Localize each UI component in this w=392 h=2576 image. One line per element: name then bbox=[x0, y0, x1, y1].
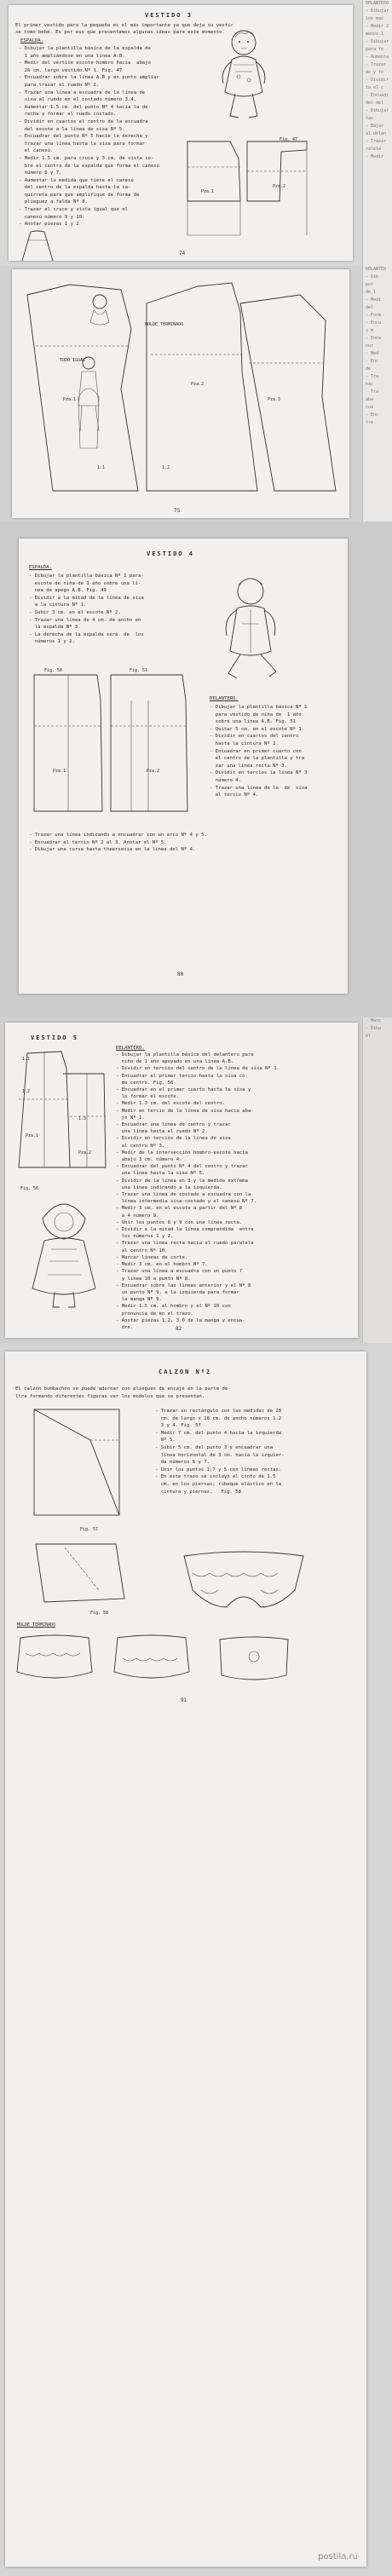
instruction-line: la manga Nº 9. bbox=[116, 1297, 162, 1303]
delantero-instruction-line: - Encuadrar en primer cuarto con bbox=[210, 748, 302, 754]
adjacent-page-text: y m bbox=[366, 328, 374, 333]
delantero-heading: DELANTERO. bbox=[210, 696, 239, 701]
adjacent-page-text: de bbox=[366, 366, 372, 372]
adjacent-page-text: DELANTER bbox=[366, 267, 387, 272]
bottom-instruction-list bbox=[29, 832, 207, 854]
instruction-line: del escote a la línea de sisa Nº 5. bbox=[19, 126, 125, 132]
adjacent-page-text: - Encuadr bbox=[366, 93, 389, 98]
instruction-line: - Trazar una línea de 4 cm. de ancho en bbox=[29, 617, 141, 623]
pattern-figure-58 bbox=[31, 1539, 133, 1607]
instruction-line: una línea hasta el ruedo Nº 2. bbox=[116, 1129, 208, 1135]
instruction-line: 1 año ampliándose en una línea A.B. bbox=[19, 53, 125, 59]
piece-label: 1.1 bbox=[97, 465, 106, 470]
instruction-line: - Dividir en tercios de la línea de sisa bbox=[116, 1136, 231, 1142]
instruction-line: cm. en los piernas; ribeque elástico en la bbox=[155, 1481, 282, 1487]
adjacent-page-text: - Dividir bbox=[366, 78, 389, 83]
instruction-line: pronuncia de en el trazo. bbox=[116, 1311, 193, 1317]
instruction-line: recha y formar el ruedo costado. bbox=[19, 112, 117, 118]
instruction-line: cintura y piernas. Fig. 58 bbox=[155, 1489, 242, 1495]
delantero-instruction-line: número 4. bbox=[210, 777, 242, 783]
adjacent-page-text: - Enca bbox=[366, 336, 382, 341]
page-number: 91 bbox=[181, 1697, 187, 1703]
instruction-line: - Unir los puntos 1,7 y 5 con líneas rectas. bbox=[155, 1467, 282, 1472]
adjacent-page-text: por bbox=[366, 282, 374, 287]
adjacent-page-text: - Aumenta bbox=[366, 55, 389, 60]
instruction-line: - Dividir de la línea en 3 y la medida extrema bbox=[116, 1178, 248, 1184]
delantero-instruction-line: - Dividir en tercios la línea Nº 3 bbox=[210, 770, 308, 776]
instruction-line: para trazar el ruedo Nº 2. bbox=[19, 82, 100, 88]
delantero-instruction-line: el centro de la plantilla y tra bbox=[210, 756, 305, 762]
instruction-line: - Medir del vértice escote-hombro hacia abajo bbox=[19, 61, 151, 66]
intro-text: El primer vestido para la pequeña es el más importante ya que deja su vestir se tomó bebé. Es por eso que presentamos algunas ideas para este momento. bbox=[15, 23, 233, 35]
instruction-line: a la cintura Nº 1. bbox=[29, 602, 87, 608]
delantero-instruction-line: al tercio Nº 4. bbox=[210, 792, 259, 798]
page-number: 80 bbox=[177, 971, 184, 977]
pattern-figure-56 bbox=[10, 1048, 112, 1176]
instruction-line: - Aumentar 1.5 cm. del punto Nº 4 hacia la de- bbox=[19, 104, 151, 110]
piece-label: Pza.2 bbox=[273, 184, 286, 189]
instruction-line: - Anotar piezas 1 y 2 bbox=[19, 222, 79, 228]
adjacent-page-text: - Marc bbox=[366, 1018, 382, 1023]
instruction-line: a 4 número 9. bbox=[116, 1213, 159, 1219]
instruction-line: - Dividir a la mitad la línea comprendida entre bbox=[116, 1227, 254, 1233]
instruction-line: Nº 5. bbox=[155, 1438, 176, 1444]
piece-label: Pza.2 bbox=[191, 382, 205, 387]
page-strip-1 bbox=[0, 0, 392, 266]
instruction-line: - Dividir a la mitad de la línea de sisa bbox=[29, 595, 144, 601]
instruction-line: - En este trazo se incluyó el cinto de 1.5 bbox=[155, 1474, 276, 1480]
instruction-line: - La derecha de la espalda será de los bbox=[29, 631, 144, 637]
figure-caption: Fig. 50 bbox=[44, 668, 63, 673]
instruction-line: el canesú. bbox=[19, 148, 54, 154]
piece-label: Pza.1 bbox=[201, 189, 215, 194]
piece-label: Pza.2 bbox=[78, 1150, 92, 1155]
instruction-line: - Dibujar una curva hasta theersesia en la línea del Nº 4. bbox=[29, 847, 196, 853]
adjacent-page-text: - Tra bbox=[366, 374, 379, 379]
adjacent-page-text: - Dib bbox=[366, 274, 379, 279]
adjacent-page-text: - Tra bbox=[366, 389, 379, 395]
caption-todo-igual: TODO IGUAL bbox=[60, 358, 86, 363]
page-title: VESTIDO 3 bbox=[145, 12, 193, 19]
adjacent-page-text: tas bbox=[366, 116, 374, 121]
ruffled-panties-illustration bbox=[176, 1547, 312, 1624]
instruction-line: - Encuadrar sobre las líneas anterior y el Nº 8 bbox=[116, 1282, 251, 1288]
girl-with-bonnet-illustration bbox=[17, 1193, 111, 1312]
instruction-line: - Dibujar la plantilla básica Nº 1 para- bbox=[29, 573, 144, 579]
page-strip-4 bbox=[0, 1017, 392, 1343]
instruction-line: - Medir 1.5 cm. al hombro y el Nº 10 con bbox=[116, 1304, 231, 1310]
instruction-line: - Encuadrar del punto Nº 4 del centro y trazar bbox=[116, 1164, 248, 1170]
instruction-line: - Encuadrar una línea de centro y trazar bbox=[116, 1122, 231, 1128]
instruction-line: - Medir en tercio de la línea de sisa hacia aba- bbox=[116, 1108, 254, 1114]
adjacent-page-edge bbox=[362, 266, 392, 522]
instruction-line: canesú número 9 y 10. bbox=[19, 214, 85, 220]
section-heading: DELANTERO. bbox=[116, 1046, 145, 1051]
instruction-line: y línea 10 a punto Nº 8. bbox=[116, 1276, 191, 1282]
dress-sketch bbox=[19, 230, 56, 261]
pattern-molde-drawing bbox=[19, 278, 343, 499]
instruction-line: - Encuadrar en el primer cuarto hasta la sisa y bbox=[116, 1087, 251, 1093]
adjacent-page-edge bbox=[362, 1017, 392, 1343]
adjacent-page-text: menos 1 bbox=[366, 32, 384, 37]
page-title: CALZON Nº2 bbox=[159, 1369, 212, 1375]
instruction-line: niño de 1 año apoyado en una línea A.B. bbox=[116, 1059, 234, 1065]
pattern-figure-47 bbox=[179, 133, 341, 244]
adjacent-page-text: - Enc bbox=[366, 359, 379, 364]
instruction-line: da números 6 y 7. bbox=[155, 1460, 210, 1466]
book-page-calzon bbox=[5, 1351, 366, 2567]
instruction-line: quirreta para que amplifique de forma de bbox=[19, 192, 140, 198]
piece-label: Pza.3 bbox=[268, 397, 281, 402]
adjacent-page-text: aba bbox=[366, 397, 374, 402]
adjacent-page-text: del bbox=[366, 305, 374, 310]
adjacent-page-text: - Dibujar bbox=[366, 9, 389, 14]
instruction-line: - Dibujar la plantilla básica de la espalda de bbox=[19, 46, 151, 51]
page-number: 74 bbox=[179, 251, 186, 256]
instruction-line: - Aumentar la medida que tiene el canesú bbox=[19, 177, 134, 183]
adjacent-page-text: DELANTERO bbox=[366, 1, 389, 6]
book-page-vestido-3 bbox=[9, 5, 353, 261]
delantero-instruction-line: - Dibujar la plantilla básica Nº 1 bbox=[210, 705, 308, 710]
instruction-line: la espalda Nº 3. bbox=[29, 625, 81, 631]
caption-molde-terminado: MOLDE TERMINADO bbox=[145, 322, 184, 327]
figure-caption: Fig. 47 bbox=[280, 137, 298, 142]
adjacent-page-text: del del bbox=[366, 101, 384, 106]
piece-label: 1.1 bbox=[22, 1057, 31, 1062]
figure-caption: Fig. 58 bbox=[90, 1611, 109, 1616]
instruction-list bbox=[155, 1408, 285, 1495]
adjacent-page-text: - Encu bbox=[366, 320, 382, 326]
piece-label: Pza.1 bbox=[63, 397, 77, 402]
adjacent-page-text: - Dibujar bbox=[366, 108, 389, 113]
pattern-figures-50-51 bbox=[29, 666, 199, 820]
delantero-instruction-line: zar una línea recta Nº 3. bbox=[210, 763, 287, 769]
delantero-instruction-line: - Quitar 5 cm. en el escote Nº 1. bbox=[210, 726, 305, 732]
pattern-figure-57 bbox=[31, 1406, 133, 1525]
instruction-list bbox=[19, 45, 159, 228]
instruction-line: 26 cm. largo vestido.Nº 1. Fig. 47 bbox=[19, 67, 123, 73]
instruction-line: plieguez a falda Nº 8. bbox=[19, 199, 88, 205]
adjacent-page-text: do y fo bbox=[366, 70, 384, 75]
instruction-line: - Medir 3 cm. en el hombro Nº 7. bbox=[116, 1262, 208, 1268]
page-title: VESTIDO 4 bbox=[147, 550, 194, 557]
page-number: 82 bbox=[176, 1326, 182, 1332]
instruction-line: cm. de largo x 18 cm. de ancho números 1.2 bbox=[155, 1415, 282, 1421]
book-page-vestido-5 bbox=[5, 1023, 358, 1338]
instruction-line: - Trazar una línea recta hacia el ruedo paralela bbox=[116, 1241, 254, 1247]
page-strip-2 bbox=[0, 266, 392, 522]
instruction-line: línea horizontal de 3 cm. hacia la izquier- bbox=[155, 1452, 285, 1458]
instruction-line: lo formar el escote. bbox=[116, 1094, 180, 1100]
instruction-list bbox=[116, 1052, 280, 1331]
piece-label: Pza.1 bbox=[26, 1133, 39, 1138]
adjacent-page-text: - Bajar bbox=[366, 124, 384, 129]
book-page-molde bbox=[12, 269, 349, 518]
delantero-instruction-line: para vestido de niña de 1 año bbox=[210, 712, 302, 717]
piece-label: 1.3 bbox=[78, 1116, 87, 1121]
instruction-line: bre el centro de la espalda que forma el canesú bbox=[19, 163, 160, 169]
instruction-line: - Trazar una línea indicando a encuadrar con un arco Nº 4 y 5. bbox=[29, 833, 207, 838]
book-page-vestido-4 bbox=[19, 539, 348, 994]
instruction-line: - Medir 1.3 cm. del escote del centro. bbox=[116, 1101, 225, 1107]
delantero-instruction-line: sobre una línea A.B. Fig. 51 bbox=[210, 719, 297, 725]
instruction-line: abajo 3 cm. número 4. bbox=[116, 1157, 182, 1163]
adjacent-page-edge bbox=[362, 0, 392, 266]
piece-label: Pza.1 bbox=[53, 769, 66, 774]
instruction-line: 3 y 4. Fig. 57 bbox=[155, 1423, 201, 1429]
instruction-line: - Encuadrar sobre la línea A.B y en punto ampliar bbox=[19, 75, 160, 81]
instruction-line: número 6 y 7. bbox=[19, 170, 62, 176]
adjacent-page-text: - Trazar bbox=[366, 62, 387, 67]
instruction-line: dre. bbox=[116, 1324, 134, 1330]
instruction-list bbox=[29, 573, 144, 646]
instruction-line: una línea hasta la sisa Nº 5. bbox=[116, 1171, 205, 1177]
intro-line: El calzón bombachón se puede adornar con pliegues de encaje en la parte de- bbox=[15, 1386, 231, 1392]
doll-illustration bbox=[210, 26, 286, 128]
adjacent-page-text: al delan bbox=[366, 131, 387, 136]
adjacent-page-text: el bbox=[366, 1034, 372, 1039]
instruction-line: sisa al ruedo en el costado número 3.4. bbox=[19, 97, 137, 103]
instruction-line: - Dividir en tercios del centro de la línea de sisa Nº 1. bbox=[116, 1066, 280, 1072]
adjacent-page-text: - Trazar bbox=[366, 139, 387, 144]
instruction-line: jo Nº 1. bbox=[116, 1115, 145, 1121]
instruction-line: - Trazar un rectángulo con las medidas de 28 bbox=[155, 1409, 282, 1414]
instruction-line: - Medir 1.5 cm. para cruce y 3 cm. de vista so- bbox=[19, 155, 154, 161]
finished-panties-patterns bbox=[15, 1633, 356, 1692]
adjacent-page-text: - Form bbox=[366, 313, 382, 318]
instruction-line: - Trazar una línea de costado a escuadra con la bbox=[116, 1192, 251, 1198]
toddler-illustration bbox=[216, 573, 302, 683]
piece-label: 1.2 bbox=[162, 465, 170, 470]
instruction-line: los números 1 y 2. bbox=[116, 1234, 174, 1240]
instruction-line: línea intermedia sisa-costado y el canesú Nº 7. bbox=[116, 1199, 257, 1205]
instruction-line: una línea indicando a la izquierda. bbox=[116, 1184, 222, 1190]
instruction-line: - Encuadrar del punto Nº 5 hacia la derecha y bbox=[19, 134, 148, 140]
instruction-line: del centro de la espalda hasta la ca- bbox=[19, 185, 131, 191]
instruction-line: - Medir 7 cm. del punto 4 hacia la izquierda bbox=[155, 1430, 282, 1436]
adjacent-page-text: los mas bbox=[366, 16, 384, 21]
adjacent-page-text: hac bbox=[366, 382, 374, 387]
instruction-line: - Unir los puntos 8 y 9 con una línea recta. bbox=[116, 1219, 243, 1225]
caption-molde-terminado: MOLDE TERMINADO bbox=[17, 1622, 56, 1628]
instruction-line: - Medir 3 cm. en el escote a partir del Nº 8 bbox=[116, 1206, 243, 1212]
instruction-line: - Medir de la intersección hombro-escote hacia bbox=[116, 1150, 248, 1155]
instruction-line: - Subir 5 cm. del punto 3 y encuadrar una bbox=[155, 1444, 274, 1450]
adjacent-page-text: - Medi bbox=[366, 297, 382, 303]
figure-caption: Fig. 57 bbox=[80, 1527, 99, 1532]
page-strip-3 bbox=[0, 522, 392, 1017]
instruction-line: trazar una línea hasta la sisa para formar bbox=[19, 141, 146, 147]
page-number: 75 bbox=[174, 508, 181, 514]
adjacent-page-text: tre bbox=[366, 420, 374, 425]
adjacent-page-text: - Med bbox=[366, 351, 379, 356]
adjacent-page-text: - Medir bbox=[366, 154, 384, 159]
figure-caption: Fig. 56 bbox=[20, 1186, 39, 1191]
instruction-line: - Anotar piezas 1.2, 3.0 de la manga y encua- bbox=[116, 1317, 245, 1323]
adjacent-page-text: para fo bbox=[366, 47, 384, 52]
instruction-line: - Marcar líneas de corte. bbox=[116, 1254, 188, 1260]
adjacent-page-text: nur bbox=[366, 343, 374, 349]
delantero-instruction-list bbox=[210, 704, 308, 799]
instruction-line: - Trazar una línea a escuadra de la línea de bbox=[19, 89, 146, 95]
adjacent-page-text: de l bbox=[366, 290, 377, 295]
section-heading: ESPALDA. bbox=[20, 38, 43, 43]
watermark: postila.ru bbox=[318, 2552, 358, 2562]
instruction-line: - Encuadrar el tercio Nº 2 al 3. Anotar el Nº 5. bbox=[29, 839, 167, 845]
intro-text bbox=[15, 1386, 231, 1400]
instruction-line: escote de niña de 1 año sobre una lí- bbox=[29, 580, 141, 586]
adjacent-page-text: - Dibujar bbox=[366, 39, 389, 44]
instruction-line: números 1 y 2. bbox=[29, 639, 75, 645]
piece-label: Pza.2 bbox=[147, 769, 160, 774]
instruction-line: - Trazar el cruce y vista igual que el bbox=[19, 207, 128, 213]
adjacent-page-text: - Dibu bbox=[366, 1026, 382, 1031]
delantero-instruction-line: - Dividir en cuartos del centro bbox=[210, 734, 299, 740]
adjacent-page-text: ralela bbox=[366, 147, 382, 152]
adjacent-page-text: cua bbox=[366, 405, 374, 410]
piece-label: 1.2 bbox=[22, 1089, 31, 1094]
figure-caption: Fig. 51 bbox=[130, 668, 148, 673]
instruction-line: al centro Nº 10. bbox=[116, 1248, 168, 1253]
instruction-line: nea de apego A.B. Fig. 49 bbox=[29, 588, 107, 594]
section-heading: ESPALDA. bbox=[29, 565, 52, 570]
intro-line: ltra formando diferentes figuras ver los modelos que se presentan. bbox=[15, 1393, 205, 1399]
instruction-line: - Trazar una línea a escuadra con un punto 7 bbox=[116, 1269, 243, 1275]
page-title: VESTIDO 5 bbox=[31, 1034, 78, 1041]
instruction-line: - Dibujar la plantilla básica del delantero para bbox=[116, 1052, 254, 1057]
instruction-line: un punto Nº 9, a la izquierda para formar bbox=[116, 1289, 239, 1295]
page-strip-5 bbox=[0, 1343, 392, 2576]
instruction-line: - Encuadrar el primer tercio hasta la sisa co- bbox=[116, 1073, 248, 1079]
delantero-instruction-line: - Trazar una línea de la de sisa bbox=[210, 785, 308, 791]
instruction-line: al centro Nº 3. bbox=[116, 1143, 165, 1149]
instruction-line: - Dividir en cuartos el centro de la escuadra bbox=[19, 118, 148, 124]
delantero-instruction-line: hasta la cintura Nº 2. bbox=[210, 741, 279, 746]
instruction-line: mo centro. Fig. 56 bbox=[116, 1080, 174, 1086]
instruction-line: - Subir 3 cm. en el escote Nº 2. bbox=[29, 609, 121, 615]
adjacent-page-text: - Medir 2 bbox=[366, 24, 389, 29]
adjacent-page-text: ta el c bbox=[366, 85, 384, 90]
adjacent-page-text: - Enc bbox=[366, 412, 379, 418]
